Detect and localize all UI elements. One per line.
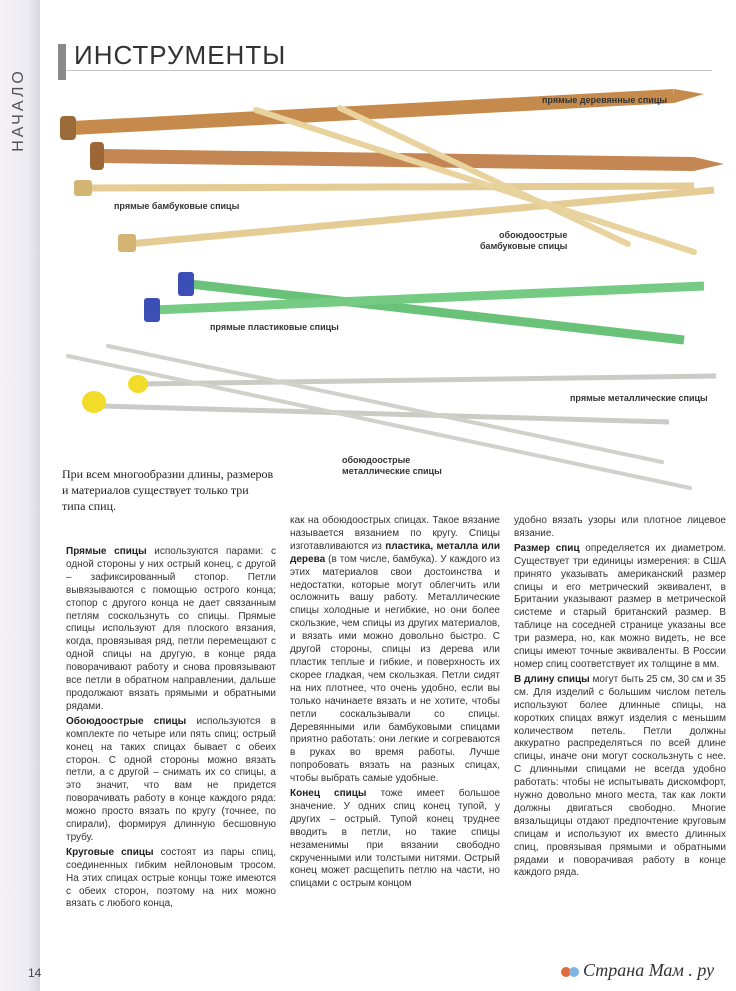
bamboo-needle-1-knob [74,180,92,196]
paragraph-needle-size: Размер спиц определяется их диаметром. Существует три единицы измерения: в США принято указывать американский размер спицы и его метрический эквивалент, в Британии указывают размер в метрической системе и старый британский размер. В таблице на соседней странице указаны все три размера, но, как можно видеть, не все спицы имеют точные эквиваленты. В России номер спиц соответствует их толщине в мм. [514,542,727,670]
plastic-needle-1-cap [178,272,194,296]
label-straight-bamboo: прямые бамбуковые спицы [114,201,240,211]
label-straight-wooden: прямые деревянные спицы [542,95,668,105]
label-dpn-metal: обоюдоострые металлические спицы [342,455,442,476]
paragraph-circular: Круговые спицы состоят из пары спиц, соединенных гибким нейлоновым тросом. На этих спицах острые концы тоже имеются с обеих сторон, поэтому на них можно вязать с любого конца, [66,846,277,910]
text-column-3 [514,515,726,880]
text-column-2 [290,515,500,891]
page-title: ИНСТРУМЕНТЫ [74,40,287,70]
wooden-needle-2-knob [90,142,104,170]
label-straight-metal: прямые металлические спицы [570,393,708,403]
bamboo-needle-2-knob [118,234,136,252]
watermark: Страна Мам . ру [560,960,714,981]
section-label: НАЧАЛО [10,68,27,152]
label-straight-plastic: прямые пластиковые спицы [210,322,339,332]
page-number: 14 [28,966,42,980]
paragraph-needle-length: В длину спицы могут быть 25 см, 30 см и 35 см. Для изделий с большим числом петель используют более длинные спицы, на коротких спицах вяжут изделия с меньшим количеством петель. Петли должны аккуратно распределяться по всей длине спицы, иначе они могут соскользнуть с нее. С длинными спицами не всегда удобно работать: чтобы не испытывать дискомфорт, нужно довольно много места, так как локти должны двигаться свободно. Многие вязальщицы отдают предпочтение круговым спицам и используют их вместо длинных спиц, провязывая прямыми и обратными рядами и поворачивая работу в конце каждого ряда. [514,673,726,879]
metal-needle-1 [140,376,716,384]
wooden-needle-1-knob [60,116,76,140]
plastic-needle-2-cap [144,298,160,322]
wooden-needle-2-tip [694,157,724,171]
sidebar [0,0,40,991]
metal-needle-2 [102,406,669,422]
paragraph-straight-needles: Прямые спицы используются парами: с одной стороны у них острый конец, с другой – зафиксированный стопор. Петли вывязываются с помощью острого конца; стопор с другого конца не дает связанным петлям соскользнуть со спицы. Прямые спицы используют для плоского вязания, когда, провязывая ряд, петли перемещают с одной спицы на другую, в конце ряда поворачивают работу и снова провязывают все петли в обратном направлении, дальше продолжают вязать прямыми и обратными рядами. [66,546,276,712]
paragraph-continuation: удобно вязать узоры или плотное лицевое вязание. [514,515,726,539]
text-column-1 [66,546,276,911]
bamboo-needle-2 [128,190,714,244]
metal-needle-2-cap [82,391,106,413]
watermark-logo-icon [560,965,580,979]
metal-needle-1-cap [128,375,148,393]
paragraph-double-pointed: Обоюдоострые спицы используются в комплекте по четыре или пять спиц; острый конец на таких спицах бывает с обеих сторон. С одной стороны можно вязать петли, а с другой – снимать их со спицы, а это значит, что вам не придется поворачивать работу в конце каждого ряда: можно просто вязать по кругу (точнее, по спирали), формируя длинную бесшовную трубу. [66,715,276,843]
label-dpn-bamboo: обоюдоострые бамбуковые спицы [480,230,568,251]
title-accent-bar [58,44,66,80]
dpn-bamboo-1 [256,110,694,252]
bamboo-needle-1 [84,186,694,188]
knitting-needles-illustration [44,84,724,504]
paragraph-materials: как на обоюдоострых спицах. Такое вязание называется вязанием по кругу. Спицы изготавливаются из пластика, металла или дерева (в том числе, бамбука). У каждого из этих материалов свои достоинства и недостатки, которые могут облегчить или осложнить вашу работу. Металлические спицы холодные и негибкие, но они более скользкие, чем спицы из других материалов, и вязать ими можно довольно быстро. С другой стороны, спицы из дерева или пластик теплые и гибкие, и поверхность их скорее гладкая, чем скользкая. Петли сидят на них плотнее, что очень удобно, если вы только начинаете вязать и не хотите, чтобы петли соскальзывали со спицы. Деревянными или бамбуковыми спицами приятно работать: они легкие и согреваются в руках во время работы. Лучше попробовать вязать на разных спицах, чтобы выбрать самые удобные. [290,515,500,785]
metal-dpn-2 [108,346,662,462]
wooden-needle-1-tip [674,89,704,103]
paragraph-needle-tip: Конец спицы тоже имеет большое значение. У одних спиц конец тупой, у других – острый. Тупой конец труднее вводить в петли, но такие спицы незаменимы при вязании свободно скрученными или толстыми нитями. Острый конец может расщепить петлю на части, но спицами с острым концом [290,788,500,890]
intro-text: При всем многообразии длины, размеров и материалов существует только три типа спиц. [62,467,274,513]
